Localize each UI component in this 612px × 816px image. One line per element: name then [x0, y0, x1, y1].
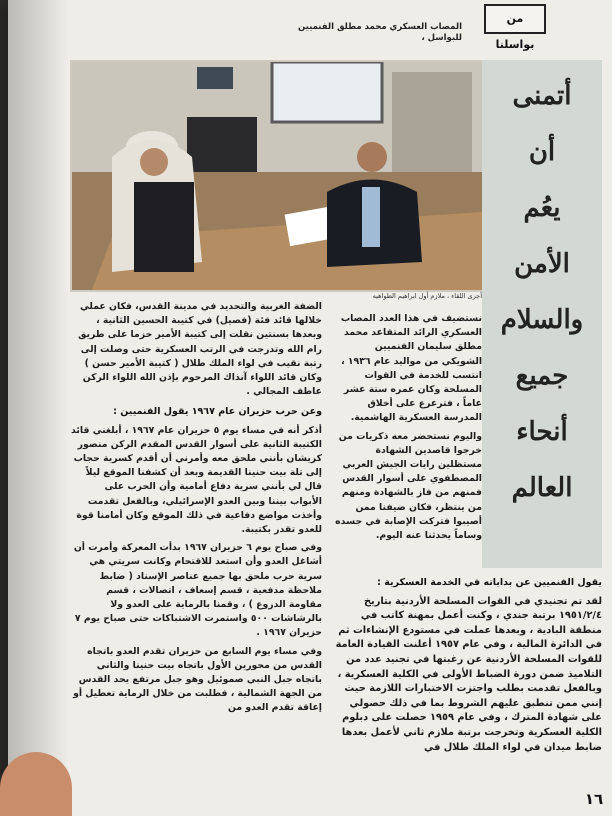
left-paragraph-4: وفي مساء يوم السابع من حزيران تقدم العدو باتجاه القدس من محورين الأول باتجاه بيت حنينا والثاني باتجاه جبل النبي صموئيل وهو جبل مرتفع يحد القدس من الجهة الشمالية ، فطلبت من خلال الرماية تعطيل أو إعاقة تقدم العدو من — [73, 645, 322, 714]
left-paragraph-2: أذكر أنه في مساء يوم ٥ حزيران عام ١٩٦٧ ، أبلغني قائد الكتيبة الثانية على أسوار القدس المقدم الركن منصور كريشان بأنني ملحق معه وأمرني أن أقدم كسرية حجاب إلى تلة بيت حنينا القديمة وبعد أن كشفنا الموقع ليلاً قال لي بأنني سرية دفاع أمامية وأن الحرب على الأبواب بيننا وبين العدو الإسرائيلي، وبالفعل تقدمت وأخذت مواضع دفاعية في ذلك الموقع وكان أمامنا قوة للعدو تقدر بكتيبة. — [71, 424, 322, 536]
holding-thumb — [0, 752, 72, 816]
section-label: من بواسلنا — [484, 4, 546, 34]
article-subtitle: المصاب العسكري محمد مطلق الفنميين للبواسل ، — [298, 22, 462, 43]
left-heading: وعن حرب حزيران عام ١٩٦٧ يقول الفنميين : — [113, 406, 322, 418]
left-paragraph-3: وفي صباح يوم ٦ حزيران ١٩٦٧ بدأت المعركة وأمرت أن أشاغل العدو وأن استعد للاقتحام وكانت سريتي هي سرية حرب ملحق بها جميع عناصر الإسناد ( ضابط ملاحظة مدفعية ، قسم إسعاف ، اتصالات ، قسم مقاومة الدروع ) ، وقمنا بالرماية على العدو ولا بالرشاشات ٥٠٠ واستمرت الاشتباكات حتى صباح يوم ٧ حزيران ١٩٦٧ . — [73, 542, 322, 639]
page-number: ١٦ — [584, 790, 604, 808]
page-gutter-shadow — [8, 0, 68, 816]
right-paragraph-2: واليوم نستحضر معه ذكريات من خرجوا قاصدين الشهادة مستظلين رايات الجيش العربي المصطفوي على أسوار القدس فمنهم من فاز بالشهادة ومنهم من ينتظر، فكان ضيفنا ممن أصيبوا فتركت الإصابة في جسده وساماً يحدثنا عنه اليوم. — [335, 430, 482, 542]
bottom-right-section — [330, 576, 602, 755]
left-column — [70, 300, 322, 720]
sidebar-quote-panel — [482, 60, 602, 568]
bottom-heading: يقول الفنميين عن بداياته في الخدمة العسكرية : — [377, 577, 602, 588]
left-paragraph-1: الضفة الغربية والتحديد في مدينة القدس، فكان عملي خلالها قائد فئة (فصيل) في كتيبة الحسين الثانية ، وبعدها بسنتين نقلت إلى كتيبة الأمير حزما على طريق رام الله وتدرجت في الرتب العسكرية حتى وصلت إلى رتبة نقيب في لواء الملك طلال ( كتيبة الأمير حسن ) وكان قائد اللواء آنذاك المرحوم بإذن الله اللواء الركن عاطف المجالي . — [78, 301, 322, 398]
interview-photo — [70, 60, 484, 292]
interview-photo-image — [72, 62, 482, 290]
magazine-page — [8, 0, 612, 816]
right-paragraph-1: نستضيف في هذا العدد المصاب العسكري الرائد المتقاعد محمد مطلق سليمان الفنميين الشويكي من مواليد عام ١٩٣٦ ، انتسب للخدمة في القوات المسلحة وكان عمره ستة عشر عاماً ، فترعرع على أخلاق المدرسة العسكرية الهاشمية. — [340, 313, 482, 424]
photo-caption: أجرى اللقاء ، ملازم أول ابراهيم الطواهيه — [372, 292, 482, 300]
bottom-paragraph: لقد تم تجنيدي في القوات المسلحة الأردنية بتاريخ ١٩٥١/٢/٤ برتبة جندي ، وكنت أعمل بمهنة كاتب في منطقة البادية ، وبعدها عملت في مستودع الإنشاءات ثم في الدائرة المالية ، وفي عام ١٩٥٧ أعلنت القيادة العامة للقوات المسلحة الأردنية عن رغبتها في تجنيد عدد من التلاميذ ضمن دورة الضباط الأولى في الكلية العسكرية ، وبالفعل تقدمت بطلب واجتزت الاختبارات اللازمة حيث إنني ممن تنطبق عليهم الشروط بما في ذلك حصولي على شهادة المترك ، وفي عام ١٩٥٩ حصلت على دبلوم الكلية العسكرية وتخرجت برتبة ملازم ثاني لأعمل بعدها ضابط ميدان في لواء الملك طلال في — [335, 595, 602, 753]
right-column — [332, 300, 482, 547]
sidebar-quote: أتمنى أن يعُم الأمن والسلام جميع أنحاء العالم — [500, 81, 584, 503]
